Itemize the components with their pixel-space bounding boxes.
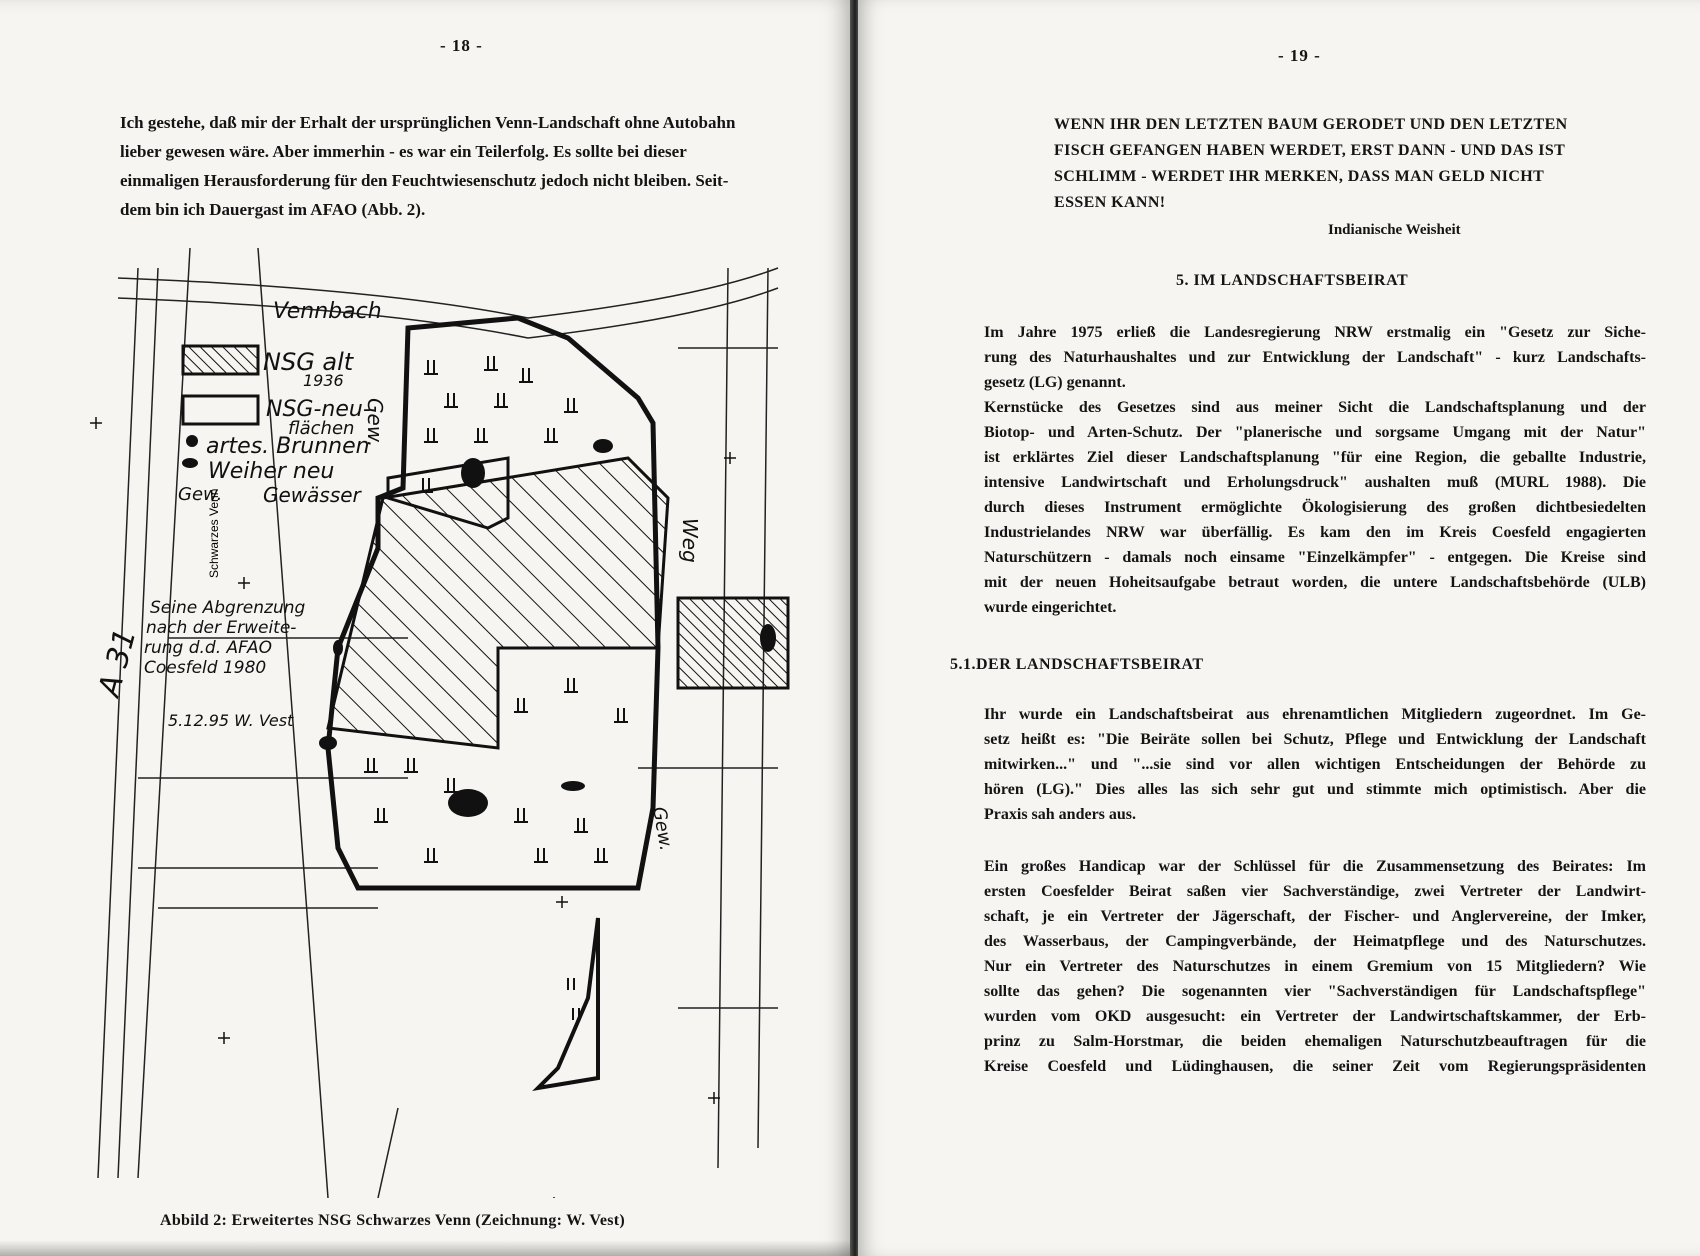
epigraph: WENN IHR DEN LETZTEN BAUM GERODET UND DEN LETZTEN FISCH GEFANGEN HABEN WERDET, ERST DANN - UND DAS IST SCHLIMM - WERDET IHR MERKEN, DASS MAN GELD NICHT ESSEN KANN! — [1054, 116, 1568, 211]
svg-text:nach der Erweite-: nach der Erweite- — [146, 618, 297, 638]
paragraph-3: Ein großes Handicap war der Schlüssel für die Zusammensetzung des Beirates: Im ersten Coesfelder Beirat saßen vier Sachverständige, zwei Vertreter der Landwirt- schaft, je ein Vertreter der Jägerschaft, der Fischer- und Anglervereine, der Imker, des Wasserbaus, der Campingverbände, der Heimatpflege und des Naturschutzes. Nur ein Vertreter des Naturschutzes in einem Gremium von 15 Mitgliedern? Wie sollte das gehen? Die sogenannten vier "Sachverständigen für Landschaftspflege" wurden vom OKD ausgesucht: ein Vertreter der Landwirtschaftskammer, der Erb- prinz zu Salm-Horstmar, die beiden ehemaligen Naturschutzbeauftragen für die Kreise Coesfeld und Lüdinghausen, die seiner Zeit vom Regierungspräsidenten — [984, 858, 1646, 1075]
venn-name-label: Schwarzes Venn — [207, 488, 221, 578]
text-line: Ich gestehe, daß mir der Erhalt der ursprünglichen Venn-Landschaft ohne Autobahn — [120, 113, 736, 132]
stream-label: Vennbach — [273, 299, 382, 324]
signature: 5.12.95 W. Vest — [168, 711, 294, 730]
legend-gew-full: Gewässer — [263, 483, 361, 507]
map-figure — [78, 248, 853, 1198]
gew-right-label: Gew. — [648, 805, 677, 853]
page-number: - 18 - — [440, 36, 483, 55]
paragraph-2: Ihr wurde ein Landschaftsbeirat aus ehrenamtlichen Mitgliedern zugeordnet. Im Ge- setz heißt es: "Die Beiräte sollen bei Schutz, Pflege und Entwicklung der Landschaft mitwirken..." und "...sie sind vor allen wichtigen Entscheidungen der Behörde zu hören (LG)." Dies alles las sich sehr gut und stimmte mich optimistisch. Aber die Praxis sah anders aus. — [984, 706, 1646, 823]
page-shadow — [0, 1240, 853, 1256]
text-line: einmaligen Herausforderung für den Feuchtwiesenschutz jedoch nicht bleiben. Seit- — [120, 171, 729, 190]
legend-well: artes. Brunnen — [206, 434, 370, 459]
legend-nsg-old: NSG alt — [263, 348, 354, 376]
subsection-heading: 5.1.DER LANDSCHAFTSBEIRAT — [950, 656, 1204, 673]
legend-pond: Weiher neu — [208, 459, 335, 484]
legend-nsg-new-2: flächen — [288, 418, 355, 439]
legend-gew-abbr: Gew. — [178, 484, 223, 505]
svg-text:Coesfeld 1980: Coesfeld 1980 — [144, 658, 267, 678]
paragraph-1: Im Jahre 1975 erließ die Landesregierung NRW erstmalig ein "Gesetz zur Siche- rung des Naturhaushaltes und zur Entwicklung der Landschaft" - kurz Landschafts- gesetz (LG) genannt. Kernstücke des Gesetzes sind aus meiner Sicht die Landschaftsplanung und der Biotop- und Arten-Schutz. Der "planerische und sorgsame Umgang mit der Natur" ist erklärtes Ziel dieser Landschaftsplanung "für eine Region, die geballte Industrie, intensive Landwirtschaft und Erholungsdruck" aushalten muß (MURL 1988). Die durch dieses Instrument ermöglichte Ökologisierung des großen dichtbesiedelten Industrielandes NRW war überfällig. Es kam den im Kreis Coesfeld engagierten Naturschützern - damals noch einsame "Einzelkämpfer" - entgegen. Die Kreise sind mit der neuen Hoheitsaufgabe betraut worden, die untere Landschaftsbehörde (ULB) wurde eingerichtet. — [984, 324, 1646, 616]
section-heading: 5. IM LANDSCHAFTSBEIRAT — [1176, 272, 1409, 289]
text-line: lieber gewesen wäre. Aber immerhin - es war ein Teilerfolg. Es sollte bei dieser — [120, 142, 687, 161]
right-page — [858, 0, 1700, 1256]
epigraph-source: Indianische Weisheit — [1328, 222, 1461, 238]
text-line: dem bin ich Dauergast im AFAO (Abb. 2). — [120, 200, 426, 219]
road-label: A 31 — [91, 625, 144, 701]
gew-vertical-label: Gew. — [363, 398, 387, 448]
weg-label: Weg — [678, 518, 702, 563]
intro-paragraph — [120, 108, 800, 224]
legend-nsg-new-1: NSG-neu- — [266, 397, 371, 422]
svg-text:rung d.d. AFAO: rung d.d. AFAO — [144, 638, 272, 658]
page-number: - 19 - — [1278, 46, 1321, 65]
svg-text:Seine Abgrenzung: Seine Abgrenzung — [150, 598, 306, 618]
legend-nsg-old-year: 1936 — [303, 371, 344, 390]
figure-caption: Abbild 2: Erweitertes NSG Schwarzes Venn (Zeichnung: W. Vest) — [160, 1212, 626, 1229]
